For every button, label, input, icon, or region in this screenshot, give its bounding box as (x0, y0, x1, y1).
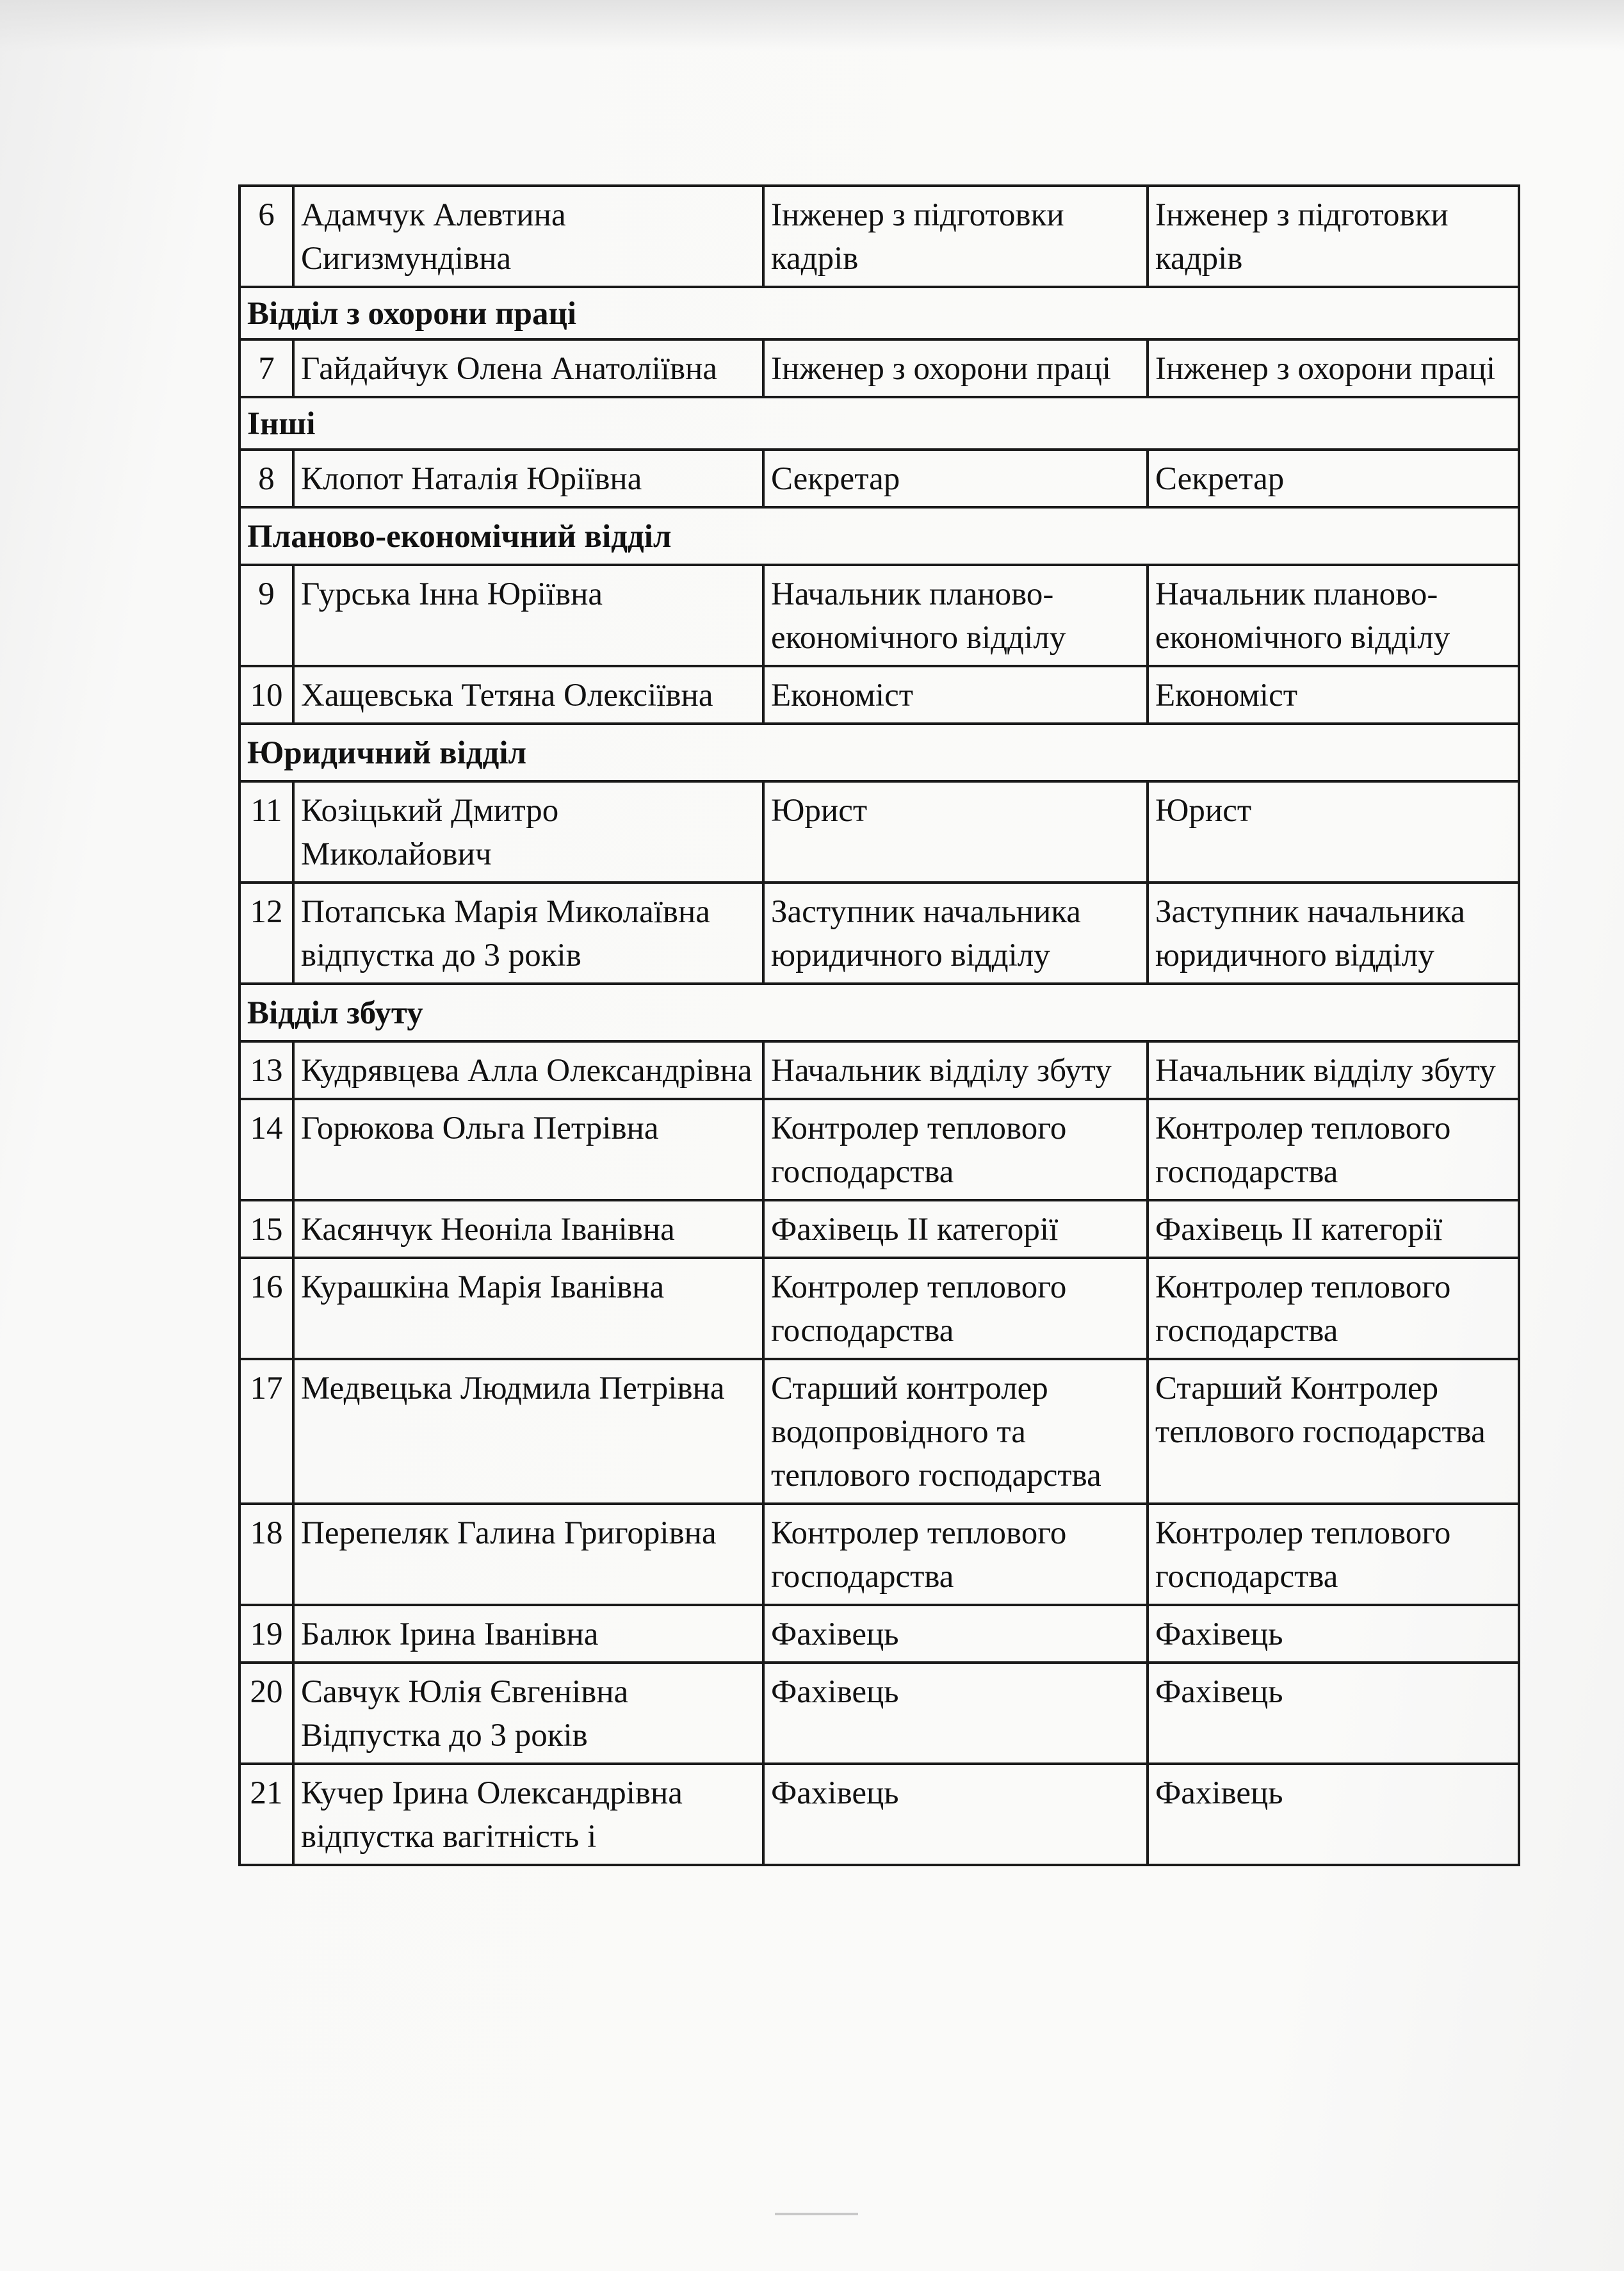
employee-name: Клопот Наталія Юріївна (293, 450, 763, 507)
position-new: Секретар (1148, 450, 1519, 507)
position-new: Контролер теплового господарства (1148, 1099, 1519, 1200)
position: Контролер теплового господарства (763, 1504, 1148, 1605)
position: Старший контролер водопровідного та теплового господарства (763, 1359, 1148, 1504)
position-new: Фахівець (1148, 1764, 1519, 1865)
position: Фахівець (763, 1764, 1148, 1865)
row-number: 16 (240, 1258, 293, 1359)
employee-name: Савчук Юлія Євгенівна Відпустка до 3 років (293, 1663, 763, 1764)
row-number: 19 (240, 1605, 293, 1663)
row-number: 17 (240, 1359, 293, 1504)
employee-name: Гайдайчук Олена Анатоліївна (293, 339, 763, 397)
row-number: 20 (240, 1663, 293, 1764)
position-new: Фахівець ІІ категорії (1148, 1200, 1519, 1258)
section-header-row (240, 984, 1519, 1041)
employee-name: Курашкіна Марія Іванівна (293, 1258, 763, 1359)
employee-name: Адамчук Алевтина Сигизмундівна (293, 186, 763, 287)
table-row (240, 565, 1519, 666)
section-title: Планово-економічний відділ (240, 507, 1519, 565)
position: Заступник начальника юридичного відділу (763, 883, 1148, 984)
position-new: Інженер з охорони праці (1148, 339, 1519, 397)
section-header-row (240, 724, 1519, 781)
table-row (240, 1504, 1519, 1605)
row-number: 11 (240, 781, 293, 883)
row-number: 6 (240, 186, 293, 287)
row-number: 14 (240, 1099, 293, 1200)
position: Начальник планово-економічного відділу (763, 565, 1148, 666)
employee-name: Кудрявцева Алла Олександрівна (293, 1041, 763, 1099)
section-title: Відділ збуту (240, 984, 1519, 1041)
position-new: Начальник відділу збуту (1148, 1041, 1519, 1099)
row-number: 15 (240, 1200, 293, 1258)
section-title: Інші (240, 397, 1519, 450)
employee-name: Кучер Ірина Олександрівна відпустка вагітність і (293, 1764, 763, 1865)
position: Фахівець (763, 1663, 1148, 1764)
table-row (240, 666, 1519, 724)
position-new: Фахівець (1148, 1605, 1519, 1663)
staff-table (238, 184, 1520, 1866)
position-new: Старший Контролер теплового господарства (1148, 1359, 1519, 1504)
table-row (240, 781, 1519, 883)
table-row (240, 1041, 1519, 1099)
position-new: Начальник планово-економічного відділу (1148, 565, 1519, 666)
table-row (240, 186, 1519, 287)
row-number: 13 (240, 1041, 293, 1099)
position: Фахівець ІІ категорії (763, 1200, 1148, 1258)
table-row (240, 1764, 1519, 1865)
row-number: 10 (240, 666, 293, 724)
position-new: Контролер теплового господарства (1148, 1258, 1519, 1359)
position: Інженер з підготовки кадрів (763, 186, 1148, 287)
table-row (240, 450, 1519, 507)
table-row (240, 1359, 1519, 1504)
section-title: Юридичний відділ (240, 724, 1519, 781)
table-row (240, 1605, 1519, 1663)
position: Начальник відділу збуту (763, 1041, 1148, 1099)
employee-name: Потапська Марія Миколаївна відпустка до 3 років (293, 883, 763, 984)
position: Контролер теплового господарства (763, 1099, 1148, 1200)
position: Юрист (763, 781, 1148, 883)
table-row (240, 883, 1519, 984)
position-new: Юрист (1148, 781, 1519, 883)
employee-name: Касянчук Неоніла Іванівна (293, 1200, 763, 1258)
row-number: 18 (240, 1504, 293, 1605)
table-row (240, 1200, 1519, 1258)
row-number: 9 (240, 565, 293, 666)
position: Секретар (763, 450, 1148, 507)
position: Контролер теплового господарства (763, 1258, 1148, 1359)
row-number: 8 (240, 450, 293, 507)
position-new: Економіст (1148, 666, 1519, 724)
section-header-row (240, 287, 1519, 339)
position: Економіст (763, 666, 1148, 724)
row-number: 12 (240, 883, 293, 984)
section-header-row (240, 507, 1519, 565)
table-row (240, 339, 1519, 397)
position: Інженер з охорони праці (763, 339, 1148, 397)
scan-artifact-mark (775, 2213, 858, 2215)
employee-name: Горюкова Ольга Петрівна (293, 1099, 763, 1200)
employee-name: Хащевська Тетяна Олексіївна (293, 666, 763, 724)
table-row (240, 1099, 1519, 1200)
row-number: 7 (240, 339, 293, 397)
row-number: 21 (240, 1764, 293, 1865)
section-header-row (240, 397, 1519, 450)
table-row (240, 1258, 1519, 1359)
position-new: Інженер з підготовки кадрів (1148, 186, 1519, 287)
table-row (240, 1663, 1519, 1764)
position-new: Контролер теплового господарства (1148, 1504, 1519, 1605)
position-new: Фахівець (1148, 1663, 1519, 1764)
employee-name: Перепеляк Галина Григорівна (293, 1504, 763, 1605)
employee-name: Медвецька Людмила Петрівна (293, 1359, 763, 1504)
employee-name: Гурська Інна Юріївна (293, 565, 763, 666)
position-new: Заступник начальника юридичного відділу (1148, 883, 1519, 984)
scan-edge-shadow (0, 0, 1624, 51)
employee-name: Балюк Ірина Іванівна (293, 1605, 763, 1663)
employee-name: Козіцький Дмитро Миколайович (293, 781, 763, 883)
section-title: Відділ з охорони праці (240, 287, 1519, 339)
position: Фахівець (763, 1605, 1148, 1663)
